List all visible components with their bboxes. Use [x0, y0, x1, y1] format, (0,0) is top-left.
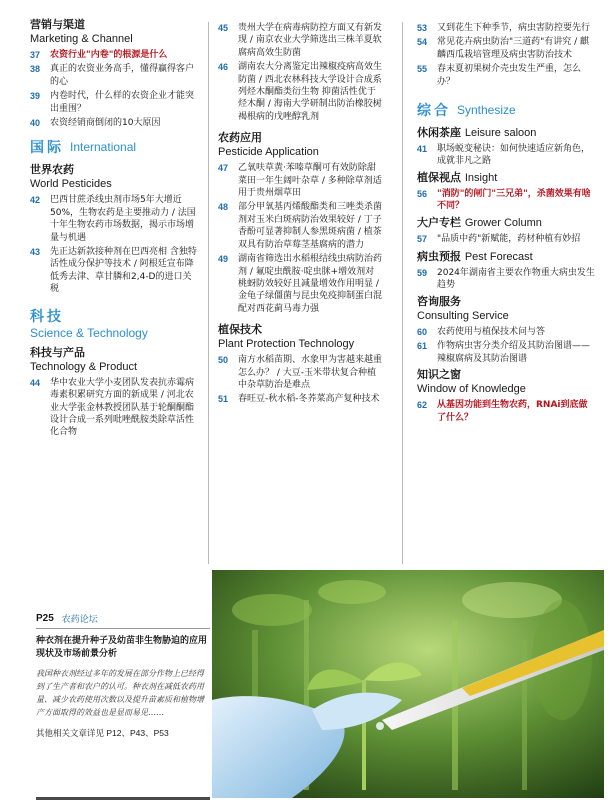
toc-column-3: [417, 22, 595, 426]
toc-item[interactable]: 62 从基因功能到生物农药，RNAi到底做了什么？: [417, 400, 588, 423]
category-plant-protection-en: Plant Protection Technology: [218, 338, 355, 351]
toc-item[interactable]: 47 乙氧呋草黄·苯嗪草酮可有效防除甜菜田一年生阔叶杂草 / 多种除草剂适用于贵州烟草田: [218, 163, 382, 199]
category-world-en: World Pesticides: [30, 178, 112, 191]
category-insight: 植保视点 Insight: [417, 170, 498, 184]
featured-column-tag: 农药论坛: [61, 615, 98, 625]
section-international-cn: 国际: [30, 140, 64, 157]
column-divider-1: [208, 22, 209, 564]
toc-item[interactable]: 42 巴西甘蔗杀线虫剂市场5年大增近50%，生物农药是主要推动力 / 法国十年生物农药市场数据，揭示市场增量与机遇: [30, 195, 196, 243]
toc-item[interactable]: 56 "消防"的闸门"三兄弟"，杀菌效果有啥不同？: [417, 188, 591, 212]
toc-item[interactable]: 38 真正的农资业务高手，懂得赢得客户的心: [30, 64, 195, 87]
section-international-en: International: [70, 140, 137, 155]
toc-item[interactable]: 54 常见花卉病虫防治"三道药"有讲究 / 麒麟西瓜栽培管理及病虫害防治技术: [417, 37, 590, 60]
featured-header: [36, 612, 210, 629]
toc-item[interactable]: 44 华中农业大学小麦团队发表抗赤霉病毒素积累研究方面的新成果 / 河北农业大学张金林教授团队基于轮酮酮酯设计合成一系列吡唑酰胺类除草活性化合物: [30, 377, 195, 438]
toc-item[interactable]: 40 农资经销商倒闭的10大原因: [30, 118, 161, 129]
section-synthesize-en: Synthesize: [457, 103, 516, 118]
toc-item[interactable]: 61 作物病虫害分类介绍及其防治图谱——辣椒腐病及其防治图谱: [417, 341, 591, 364]
toc-item[interactable]: 39 内卷时代，什么样的农资企业才能突出重围？: [30, 91, 195, 114]
toc-item[interactable]: 55 春末夏初果树介壳虫发生严重，怎么办？: [417, 64, 582, 87]
toc-item[interactable]: 37 农资行业"内卷"的根源是什么: [30, 50, 168, 60]
section-synthesize-cn: 综合: [417, 103, 451, 120]
toc-item[interactable]: 59 2024年湖南省主要农作物重大病虫发生趋势: [417, 268, 595, 291]
featured-excerpt: 我国种衣剂经过多年的发展在部分作物上已经得到了生产者和农户的认可。种衣剂在减低农药用量、减少农药使用次数以及提升苗素质和植物增产方面取得的效益也是显而易见……: [36, 669, 204, 717]
toc-item[interactable]: 50 南方水稻苗期、水象甲为害越来越重怎么办？ / 大豆-玉米带状复合种植中杂草防治是难点: [218, 355, 383, 390]
category-product-cn: 科技与产品: [30, 345, 85, 359]
toc-item[interactable]: 43 先正达新款接种剂在巴西亮相 含独特活性成分保护等技术 / 阿根廷宣布降低秀去津、草甘膦和2,4-D的进口关税: [30, 247, 197, 295]
featured-article[interactable]: [36, 612, 210, 798]
featured-related-pages: 其他相关文章详见 P12、P43、P53: [36, 728, 169, 738]
category-world-cn: 世界农药: [30, 163, 74, 177]
category-marketing-cn: 营销与渠道: [30, 18, 85, 31]
toc-item[interactable]: 45 贵州大学在病毒病防控方面又有新发现 / 南京农业大学筛选出三株羊夏软腐病高效生防菌: [218, 23, 383, 58]
toc-item[interactable]: 53 又到花生下种季节，病虫害防控要先行: [417, 23, 591, 33]
category-pesticide-app-en: Pesticide Application: [218, 146, 319, 159]
section-science-cn: 科技: [30, 308, 64, 325]
category-consult-en: Consulting Service: [417, 309, 509, 322]
category-product-en: Technology & Product: [30, 360, 138, 373]
category-pesticide-app-cn: 农药应用: [218, 131, 262, 145]
category-plant-protection-cn: 植保技术: [218, 323, 262, 337]
category-knowledge-cn: 知识之窗: [417, 368, 461, 382]
category-forecast: 病虫预报 Pest Forecast: [417, 250, 533, 264]
toc-item[interactable]: 48 部分甲氧基丙烯酸酯类和三唑类杀菌剂对玉米白斑病防治效果较好 / 丁子香酚可显著抑制人参黑斑病菌 / 植茶双具有防治草莓茎基腐病的潜力: [218, 202, 383, 250]
featured-page-number: P25: [36, 613, 54, 624]
toc-item[interactable]: 41 职场蜕变秘诀：如何快速适应新角色，成就非凡之路: [417, 144, 591, 167]
toc-item[interactable]: 49 湖南省筛选出水稻根结线虫病防治药剂 / 氟啶虫酰胺·啶虫脒+增效剂对桃蚜防效较好且减量增效作用明显 / 金龟子绿僵菌与昆虫免疫抑制蛋白混配对西花蓟马毒力强: [218, 254, 383, 314]
category-grower: 大户专栏 Grower Column: [417, 215, 542, 229]
bottom-rule: [36, 797, 210, 800]
seedling-pipette-photo: [212, 570, 604, 798]
toc-item[interactable]: 46 湖南农大分离鉴定出辣椒疫病高效生防菌 / 西北农林科技大学设计合成系列烃木酮酯类衍生物 抑菌活性优于烃木酮 / 海南大学研制出防治橡胶树褐根病的戊唑醇乳剂: [218, 62, 383, 122]
toc-item[interactable]: 60 农药使用与植保技术问与答: [417, 326, 546, 337]
featured-title: 种衣剂在提升种子及幼苗非生物胁迫的应用现状及市场前景分析: [36, 636, 208, 659]
category-saloon: 休闲茶座 Leisure saloon: [417, 126, 537, 140]
category-marketing-en: Marketing & Channel: [30, 33, 133, 45]
column-divider-2: [402, 22, 403, 564]
toc-column-1: [30, 18, 198, 441]
category-consult-cn: 咨询服务: [417, 294, 461, 308]
toc-column-2: [218, 22, 383, 408]
toc-item[interactable]: 51 春旺豆-秋水稻-冬荞菜高产复种技术: [218, 394, 380, 405]
section-science: [30, 306, 198, 340]
category-knowledge-en: Window of Knowledge: [417, 383, 526, 396]
section-synthesize: [417, 100, 595, 120]
toc-item[interactable]: 57 "品质中药"新赋能，药材种植有妙招: [417, 233, 581, 244]
photo-illustration: [212, 570, 604, 798]
section-science-en: Science & Technology: [30, 325, 148, 340]
section-international: [30, 137, 198, 157]
